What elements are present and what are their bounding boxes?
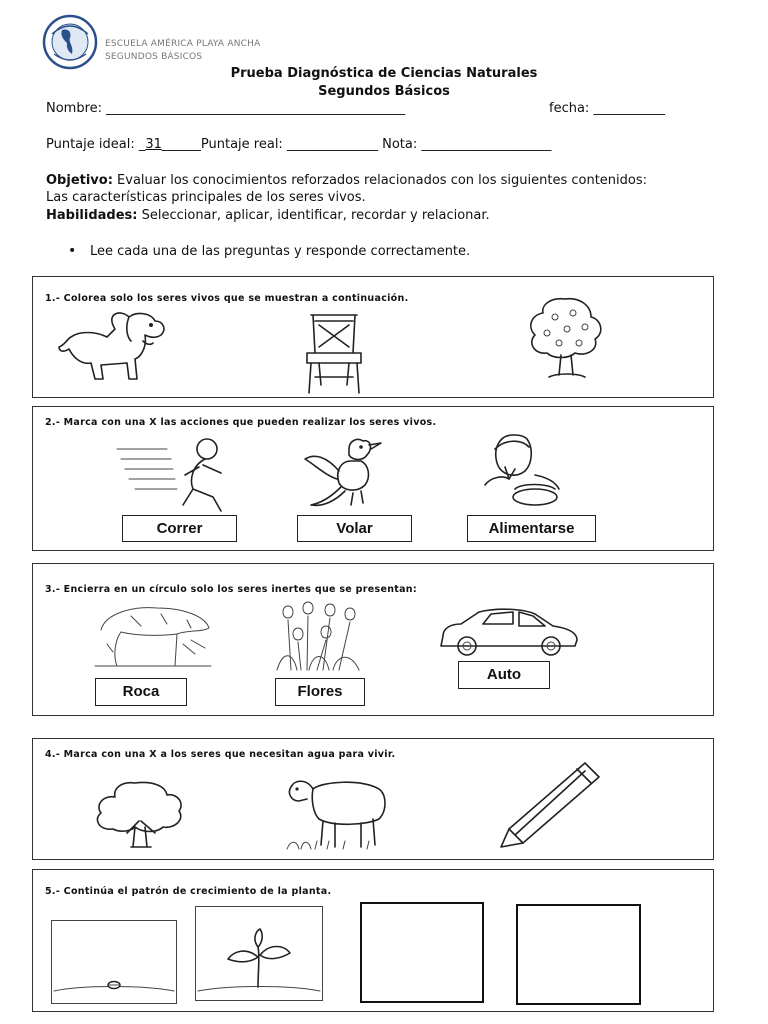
test-title: Prueba Diagnóstica de Ciencias Naturales [230, 66, 538, 81]
sprout-stage-box [195, 906, 323, 1001]
question-5-text: 5.- Continúa el patrón de crecimiento de la planta. [45, 886, 332, 897]
chair-icon[interactable] [301, 311, 367, 397]
seed-stage-box [51, 920, 177, 1004]
skills-label: Habilidades: [46, 208, 138, 223]
rock-icon [91, 600, 215, 672]
question-5-box [32, 869, 714, 1012]
question-2-box [32, 406, 714, 551]
answer-box-1[interactable] [360, 902, 484, 1003]
running-child-icon [113, 435, 253, 513]
school-level: SEGUNDOS BÁSICOS [105, 52, 203, 62]
school-header [105, 38, 260, 64]
real-score-field[interactable]: Puntaje real: ______________ [200, 137, 378, 152]
skills-line [46, 208, 490, 223]
flowers-icon [273, 600, 363, 674]
ideal-score-label: Puntaje ideal: _ [46, 137, 146, 152]
tree-icon[interactable] [521, 295, 611, 381]
child-eating-icon [475, 429, 567, 511]
sprout-icon [196, 907, 322, 1000]
name-field[interactable]: Nombre: ______________________________________________ [46, 101, 406, 116]
option-volar[interactable]: Volar [297, 515, 412, 542]
ideal-score-suffix: ______ [161, 137, 201, 152]
question-4-box [32, 738, 714, 860]
sheep-icon[interactable] [283, 769, 393, 853]
option-auto[interactable]: Auto [458, 661, 550, 689]
option-roca[interactable]: Roca [95, 678, 187, 706]
skills-text: Seleccionar, aplicar, identificar, recordar y relacionar. [137, 208, 490, 223]
grade-field[interactable]: Nota: ____________________ [382, 137, 552, 152]
school-name: ESCUELA AMÉRICA PLAYA ANCHA [105, 39, 261, 49]
objective-text: Evaluar los conocimientos reforzados relacionados con los siguientes contenidos: [112, 173, 648, 188]
tree-icon[interactable] [91, 777, 187, 851]
dog-icon[interactable] [55, 307, 190, 387]
option-alimentarse[interactable]: Alimentarse [467, 515, 596, 542]
car-icon [435, 606, 583, 658]
question-1-text: 1.- Colorea solo los seres vivos que se muestran a continuación. [45, 293, 409, 304]
pencil-icon[interactable] [495, 759, 605, 851]
objective-text-2: Las características principales de los seres vivos. [46, 190, 366, 205]
objective-line [46, 173, 647, 188]
score-line [46, 137, 551, 152]
date-field[interactable]: fecha: ___________ [549, 101, 665, 116]
objective-label: Objetivo: [46, 173, 113, 188]
question-2-text: 2.- Marca con una X las acciones que pueden realizar los seres vivos. [45, 417, 437, 428]
seed-icon [52, 921, 176, 1003]
question-3-box [32, 563, 714, 716]
school-logo [42, 14, 98, 70]
instruction: • Lee cada una de las preguntas y responde correctamente. [90, 244, 470, 259]
question-1-box [32, 276, 714, 398]
test-subtitle: Segundos Básicos [318, 84, 450, 99]
question-4-text: 4.- Marca con una X a los seres que necesitan agua para vivir. [45, 749, 396, 760]
option-correr[interactable]: Correr [122, 515, 237, 542]
ideal-score-value: 31 [145, 137, 162, 152]
answer-box-2[interactable] [516, 904, 641, 1005]
option-flores[interactable]: Flores [275, 678, 365, 706]
question-3-text: 3.- Encierra en un círculo solo los seres inertes que se presentan: [45, 584, 417, 595]
bird-icon [301, 431, 391, 515]
